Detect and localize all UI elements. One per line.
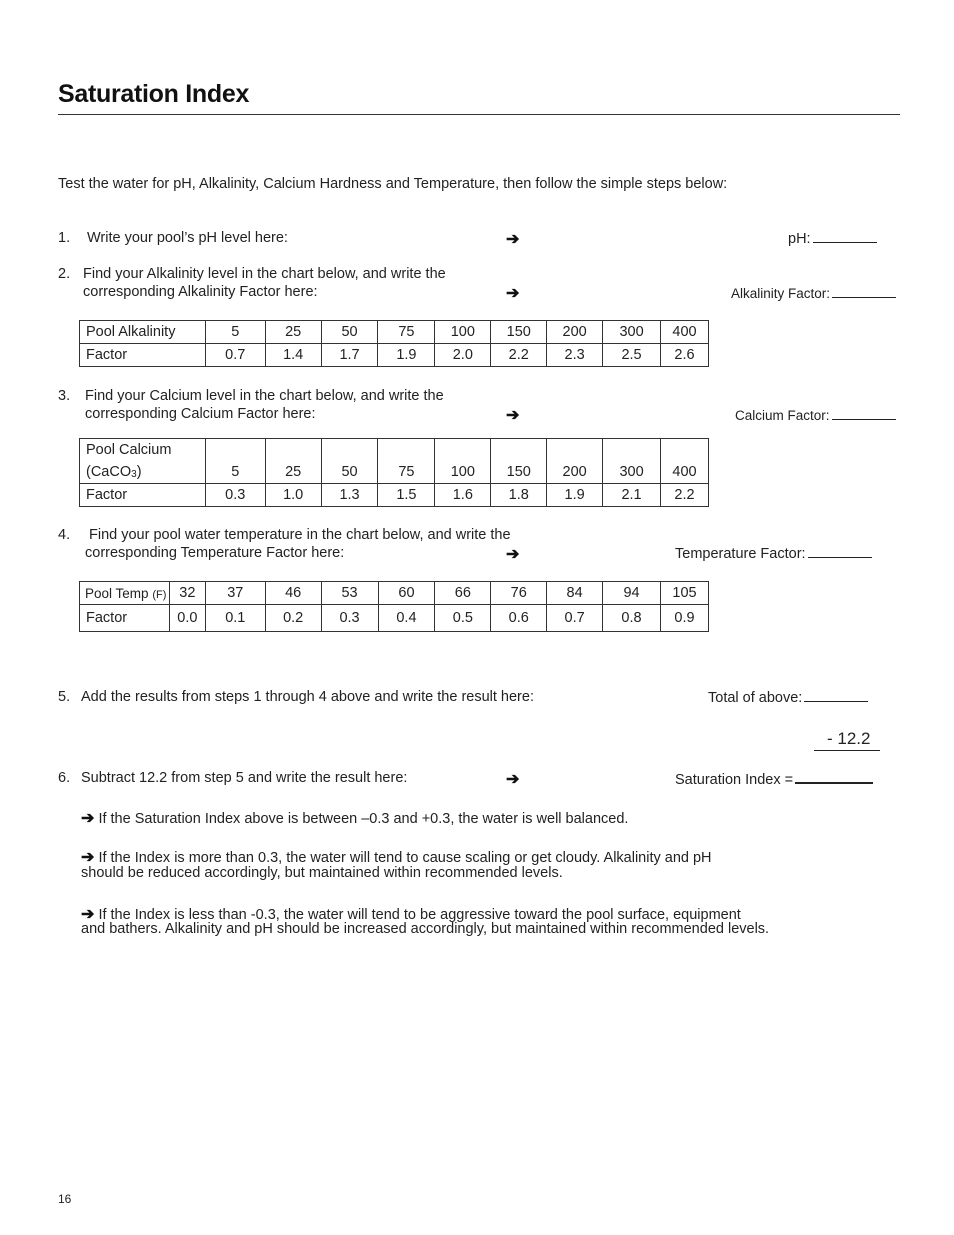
step-2-line2: corresponding Alkalinity Factor here: [83,284,318,300]
table-row-label: Factor [80,484,206,507]
arrow-right-icon: ➔ [81,849,95,866]
note-scaling-line1: ➔ If the Index is more than 0.3, the water will tend to cause scaling or get cloudy. Alkalinity and pH [81,849,712,866]
table-cell: 0.0 [169,605,205,632]
calcium-header-row-top [80,439,709,462]
table-cell: 2.1 [603,484,661,507]
table-cell: 53 [321,582,378,605]
note-aggressive-line2: and bathers. Alkalinity and pH should be increased accordingly, but maintained within recommended levels. [81,921,770,937]
alkalinity-value-row [80,321,709,344]
table-cell: 25 [265,321,321,344]
note-balanced: ➔ If the Saturation Index above is between –0.3 and +0.3, the water is well balanced. [81,810,629,827]
table-cell: 66 [435,582,491,605]
page-number: 16 [58,1192,72,1206]
alkalinity-factor-label: Alkalinity Factor: [731,286,831,301]
table-cell: 2.0 [435,344,491,367]
table-cell: 94 [603,582,661,605]
table-cell: 200 [547,461,603,484]
calcium-table [79,438,709,507]
alkalinity-factor-blank[interactable] [832,285,896,298]
table-cell: 1.9 [378,344,435,367]
temperature-value-row [80,582,709,605]
table-cell: 150 [491,461,547,484]
arrow-right-icon: ➔ [506,546,520,563]
table-cell: 0.3 [321,605,378,632]
step-4-line1: Find your pool water temperature in the chart below, and write the [89,527,511,543]
table-cell: 75 [378,461,435,484]
table-cell: 100 [435,461,491,484]
arrow-right-icon: ➔ [506,231,520,248]
step-6-number: 6. [58,770,71,786]
table-cell: 50 [321,461,378,484]
calcium-factor-label: Calcium Factor: [735,408,830,423]
table-row-label: (CaCO3) [80,461,206,484]
step-5-text: Add the results from steps 1 through 4 above and write the result here: [81,689,534,705]
ph-field[interactable] [788,230,877,247]
table-cell: 0.5 [435,605,491,632]
table-cell: 1.5 [378,484,435,507]
arrow-right-icon: ➔ [506,407,520,424]
ph-blank[interactable] [813,230,877,243]
table-cell: 0.4 [378,605,435,632]
step-3-line1: Find your Calcium level in the chart below, and write the [85,388,444,404]
minus-constant: - 12.2 [827,729,871,748]
table-row-label: Factor [80,344,206,367]
total-label: Total of above: [708,690,803,706]
saturation-index-field[interactable] [675,770,873,788]
arrow-right-icon: ➔ [506,285,520,302]
table-cell: 400 [661,461,709,484]
table-cell: 2.6 [661,344,709,367]
intro-text: Test the water for pH, Alkalinity, Calcium Hardness and Temperature, then follow the simple steps below: [58,176,728,192]
table-cell: 0.3 [205,484,265,507]
table-cell: 0.1 [205,605,265,632]
alkalinity-factor-field[interactable] [731,285,896,301]
calcium-factor-blank[interactable] [832,407,896,420]
table-cell: 1.3 [321,484,378,507]
table-row-label: Pool Alkalinity [80,321,206,344]
table-cell: 0.7 [547,605,603,632]
table-cell: 5 [205,321,265,344]
calcium-factor-row [80,484,709,507]
table-cell: 100 [435,321,491,344]
total-field[interactable] [708,689,868,706]
title-rule [58,114,900,115]
temperature-factor-field[interactable] [675,545,872,562]
table-cell: 5 [205,461,265,484]
saturation-index-blank[interactable] [795,770,873,784]
table-cell: 0.7 [205,344,265,367]
table-cell: 84 [547,582,603,605]
step-3-number: 3. [58,388,71,404]
temperature-factor-row [80,605,709,632]
table-cell: 32 [169,582,205,605]
step-1-number: 1. [58,230,71,246]
table-cell: 60 [378,582,435,605]
arrow-right-icon: ➔ [506,771,520,788]
alkalinity-table [79,320,709,367]
temperature-factor-blank[interactable] [808,545,872,558]
ph-field-label: pH: [788,231,811,247]
table-cell: 25 [265,461,321,484]
step-2-line1: Find your Alkalinity level in the chart below, and write the [83,266,446,282]
table-cell: 46 [265,582,321,605]
table-cell: 300 [603,321,661,344]
calcium-value-row [80,461,709,484]
table-cell: 37 [205,582,265,605]
table-cell: 200 [547,321,603,344]
table-row-label: Pool Calcium [80,439,206,462]
arrow-right-icon: ➔ [81,906,95,923]
table-cell: 0.2 [265,605,321,632]
table-cell: 50 [321,321,378,344]
total-blank[interactable] [804,689,868,702]
table-cell: 0.9 [660,605,708,632]
table-cell: 1.8 [491,484,547,507]
step-4-line2: corresponding Temperature Factor here: [85,545,345,561]
temperature-factor-label: Temperature Factor: [675,546,806,562]
arrow-right-icon: ➔ [81,810,95,827]
step-5-number: 5. [58,689,71,705]
table-cell: 2.2 [661,484,709,507]
alkalinity-factor-row [80,344,709,367]
table-cell: 1.4 [265,344,321,367]
step-1-text: Write your pool’s pH level here: [87,230,288,246]
step-3-line2: corresponding Calcium Factor here: [85,406,316,422]
table-row-label: Factor [80,605,170,632]
step-2-number: 2. [58,266,71,282]
table-cell: 0.6 [491,605,547,632]
temperature-table [79,581,709,632]
table-cell: 75 [378,321,435,344]
table-cell: 150 [491,321,547,344]
page-title: Saturation Index [58,80,250,108]
step-6-text: Subtract 12.2 from step 5 and write the result here: [81,770,408,786]
table-cell: 1.7 [321,344,378,367]
calcium-factor-field[interactable] [735,407,896,423]
note-scaling-line2: should be reduced accordingly, but maintained within recommended levels. [81,865,563,881]
saturation-index-label: Saturation Index = [675,772,794,788]
table-cell: 400 [661,321,709,344]
note-aggressive-line1: ➔ If the Index is less than -0.3, the water will tend to be aggressive toward the pool surface, equipment [81,906,741,923]
step-4-number: 4. [58,527,71,543]
table-cell: 300 [603,461,661,484]
table-cell: 105 [660,582,708,605]
table-cell: 0.8 [603,605,661,632]
table-cell: 76 [491,582,547,605]
table-cell: 2.2 [491,344,547,367]
minus-underline [814,750,880,751]
table-row-label: Pool Temp (F) [80,582,170,605]
table-cell: 1.0 [265,484,321,507]
table-cell: 2.5 [603,344,661,367]
table-cell: 2.3 [547,344,603,367]
table-cell: 1.6 [435,484,491,507]
table-cell: 1.9 [547,484,603,507]
